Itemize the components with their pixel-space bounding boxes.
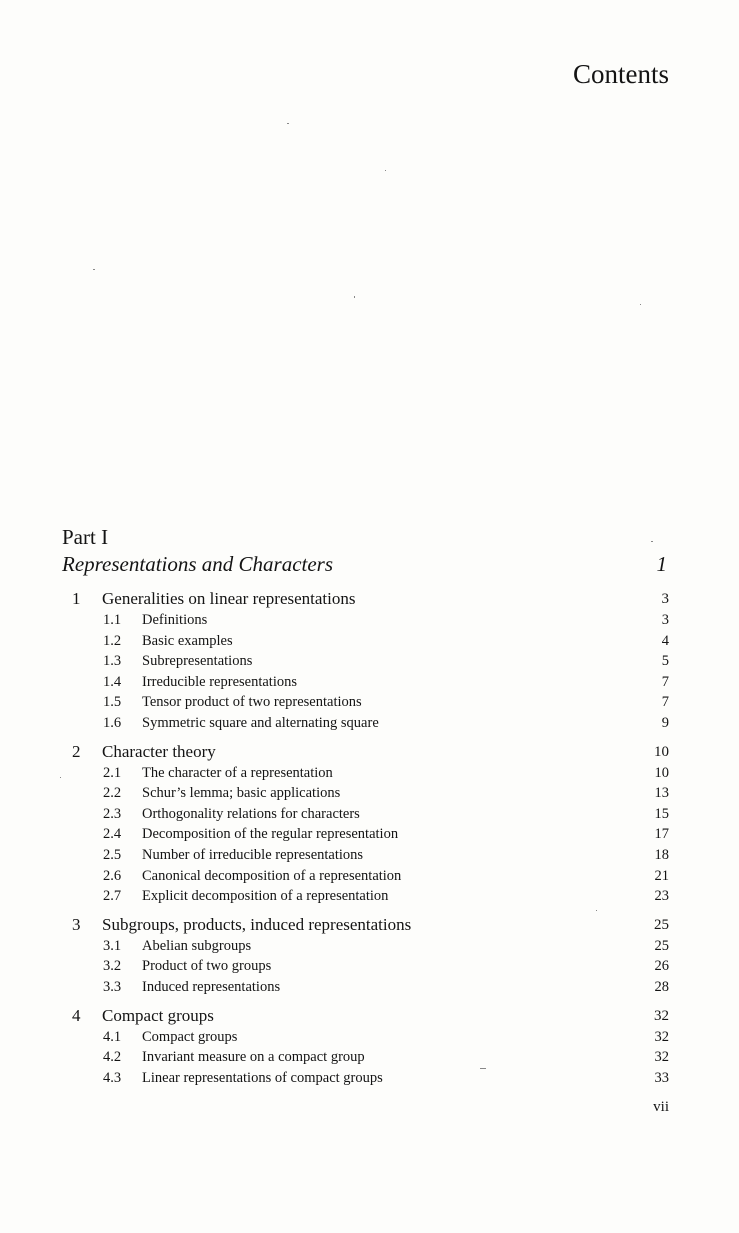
section-row — [62, 610, 669, 631]
chapter-page: 3 — [661, 591, 669, 607]
section-number: 1.4 — [103, 673, 122, 690]
section-row — [62, 651, 669, 672]
section-page: 26 — [654, 958, 669, 975]
section-page: 7 — [661, 694, 669, 711]
section-title: Explicit decomposition of a representation — [142, 888, 389, 905]
section-title: Product of two groups — [142, 958, 272, 975]
chapter-number: 3 — [72, 914, 81, 934]
scan-speck — [596, 910, 597, 911]
section-number: 2.1 — [103, 764, 122, 781]
section-page: 32 — [654, 1049, 669, 1066]
section-title: Irreducible representations — [142, 673, 297, 690]
chapter-title: Subgroups, products, induced representations — [102, 914, 412, 934]
section-title: Orthogonality relations for characters — [142, 805, 360, 822]
section-number: 3.3 — [103, 978, 122, 995]
section-title: Abelian subgroups — [142, 937, 252, 954]
section-number: 1.3 — [103, 653, 122, 670]
page-folio: vii — [653, 1099, 669, 1115]
part-label: Part I — [62, 525, 109, 549]
part-title-row — [62, 550, 669, 578]
section-row — [62, 936, 669, 957]
section-title: The character of a representation — [142, 764, 333, 781]
section-row — [62, 956, 669, 977]
section-row — [62, 977, 669, 998]
section-title: Linear representations of compact groups — [142, 1069, 383, 1086]
section-row — [62, 713, 669, 734]
chapter-number: 2 — [72, 741, 81, 761]
chapter-title: Generalities on linear representations — [102, 589, 356, 608]
scan-speck — [93, 269, 95, 270]
chapter-page: 32 — [654, 1007, 669, 1024]
section-number: 3.2 — [103, 958, 122, 975]
section-page: 13 — [654, 785, 669, 802]
section-number: 1.2 — [103, 632, 122, 649]
section-page: 21 — [654, 867, 669, 884]
chapter-page: 25 — [654, 916, 669, 933]
section-row — [62, 866, 669, 887]
section-page: 4 — [661, 632, 669, 649]
section-number: 1.6 — [103, 714, 122, 731]
chapter-number: 4 — [72, 1005, 81, 1025]
section-row — [62, 631, 669, 652]
section-title: Induced representations — [142, 978, 281, 995]
section-title: Symmetric square and alternating square — [142, 714, 379, 731]
section-page: 5 — [661, 653, 669, 670]
section-row — [62, 692, 669, 713]
chapter-3 — [62, 914, 669, 998]
section-title: Subrepresentations — [142, 653, 253, 670]
chapter-title: Compact groups — [102, 1005, 214, 1025]
section-page: 7 — [661, 673, 669, 690]
section-number: 4.3 — [103, 1069, 122, 1086]
section-page: 23 — [654, 888, 669, 905]
section-row — [62, 783, 669, 804]
section-row — [62, 845, 669, 866]
chapter-2 — [62, 741, 669, 907]
chapter-4 — [62, 1005, 669, 1089]
section-number: 2.6 — [103, 867, 122, 884]
section-title: Canonical decomposition of a representation — [142, 867, 402, 884]
chapter-number: 1 — [72, 589, 81, 608]
scan-speck — [651, 541, 653, 542]
section-page: 28 — [654, 978, 669, 995]
section-row — [62, 1068, 669, 1089]
section-page: 9 — [661, 714, 669, 731]
section-page: 18 — [654, 846, 669, 863]
section-page: 17 — [654, 826, 669, 843]
part-page-number: 1 — [656, 552, 667, 576]
section-number: 2.2 — [103, 785, 122, 802]
page-title: Contents — [572, 59, 669, 89]
chapter-row — [62, 1005, 669, 1027]
section-number: 3.1 — [103, 937, 122, 954]
chapter-title: Character theory — [102, 741, 216, 761]
section-title: Schur’s lemma; basic applications — [142, 785, 341, 802]
section-page: 33 — [654, 1069, 669, 1086]
section-page: 32 — [654, 1028, 669, 1045]
section-number: 4.1 — [103, 1028, 122, 1045]
chapter-1 — [62, 588, 669, 734]
part-title: Representations and Characters — [62, 552, 334, 576]
section-row — [62, 672, 669, 693]
chapter-row — [62, 741, 669, 763]
section-title: Decomposition of the regular representation — [142, 826, 399, 843]
section-number: 2.7 — [103, 888, 122, 905]
section-title: Compact groups — [142, 1028, 238, 1045]
chapter-page: 10 — [654, 743, 669, 760]
table-of-contents — [62, 588, 669, 1088]
section-page: 25 — [654, 937, 669, 954]
section-page: 15 — [654, 805, 669, 822]
scan-speck — [640, 304, 641, 305]
section-title: Definitions — [142, 612, 208, 628]
section-number: 2.5 — [103, 846, 122, 863]
section-page: 3 — [661, 612, 669, 628]
section-row — [62, 763, 669, 784]
section-row — [62, 886, 669, 907]
section-page: 10 — [654, 764, 669, 781]
section-title: Tensor product of two representations — [142, 694, 362, 711]
section-number: 1.1 — [103, 612, 122, 628]
section-number: 4.2 — [103, 1049, 122, 1066]
section-row — [62, 804, 669, 825]
section-title: Number of irreducible representations — [142, 846, 364, 863]
section-row — [62, 824, 669, 845]
section-row — [62, 1047, 669, 1068]
section-row — [62, 1027, 669, 1048]
chapter-row — [62, 588, 669, 610]
section-title: Invariant measure on a compact group — [142, 1049, 365, 1066]
section-number: 2.4 — [103, 826, 122, 843]
chapter-row — [62, 914, 669, 936]
scan-speck — [354, 296, 355, 298]
scan-speck — [60, 777, 61, 778]
scan-speck — [385, 170, 386, 171]
section-title: Basic examples — [142, 632, 233, 649]
scan-speck — [287, 123, 289, 124]
scan-speck — [480, 1068, 486, 1069]
section-number: 1.5 — [103, 694, 122, 711]
section-number: 2.3 — [103, 805, 122, 822]
